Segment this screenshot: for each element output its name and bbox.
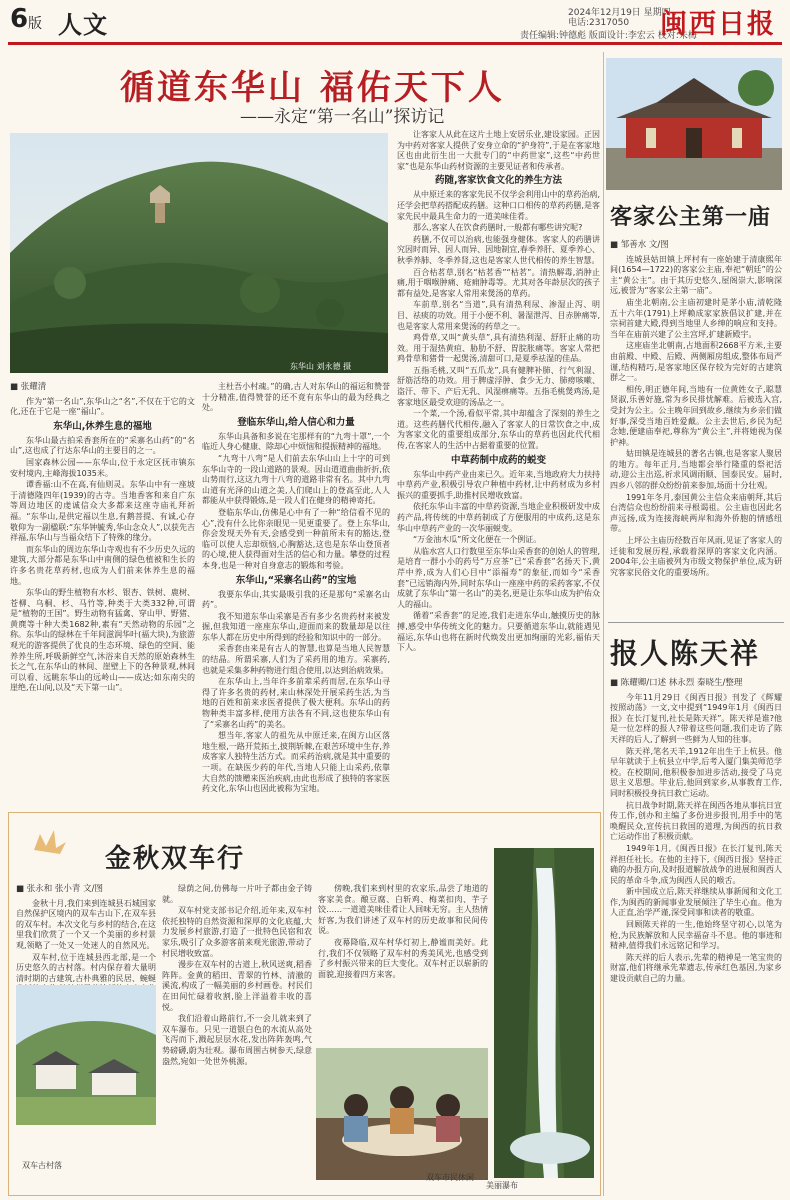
paragraph: 抗日战争时期,陈天祥在闽西各地从事抗日宣传工作,创办和主编了多份进步报刊,用手中的笔唤醒民众,宣传抗日救国的道理,为闽西的抗日救亡运动作出了积极贡献。 [610,800,782,842]
paragraph: 夜幕降临,双车村华灯初上,静谧而美好。此行,我们不仅领略了双车村的秀美风光,也感受到了乡村振兴带来的巨大变化。双车村正以崭新的面貌,迎接着四方来客。 [318,937,488,979]
column-divider [603,52,604,1196]
paragraph: 一个菜,一个汤,看似平常,其中却蕴含了深刻的养生之道。这些药膳代代相传,融入了客家人的日常饮食之中,成为客家文化的重要组成部分,东华山的草药也因此代代相传,在客家人的生活中占据着重要的位置。 [397,409,600,451]
temple-article-body [610,240,782,615]
paragraph: 依托东华山丰富的中草药资源,当地企业积极研发中成药产品,将传统的中草药制成了方便服用的中成药,这是东华山中草药产业的一次华丽蜕变。 [397,502,600,533]
paragraph: 陈天祥的后人表示,先辈的精神是一笔宝贵的财富,他们将继承先辈遗志,传承红色基因,为家乡建设贡献自己的力量。 [610,952,782,984]
issue-date: 2024年12月19日 星期四 [568,8,671,18]
paragraph: 我不知道东华山采寨是否有多少名贵药材来被发掘,但我知道一座座东华山,迎面而来的数量却是以往东华人都在历史中所得到的经验和知识中的一部分。 [202,611,390,642]
paragraph: 国家森林公园——东华山,位于永定区抚市镇东安村境内,主峰海拔1035米。 [10,457,195,478]
paragraph: 让客家人从此在这片土地上安居乐业,建设家园。正因为中药对客家人提供了安身立命的“护身符”,于是在客家地区也由此衍生出一大批专门的“中药世家”,这些“中药世家”也是东华山药材资源的主要见证者和传承者。 [397,130,600,171]
temple-byline: ■ 邹善水 文/图 [610,240,669,250]
mountain-photo [10,133,388,373]
right-column-divider [608,622,784,623]
section-title: 人文 [58,11,108,39]
paragraph: 作为“第一名山”,东华山之“名”,不仅在于它的文化,还在于它是一座“福山”。 [10,396,195,417]
diners-photo [316,1048,488,1180]
paragraph: 东华山最古拍采香套所在的“采寨名山药”的“名山”,这也成了行达东华山的主要目的之一。 [10,435,195,456]
paragraph: 药膳,不仅可以治病,也能强身健体。客家人的药膳讲究因时而异、因人而异、因地制宜,春季养肝、夏季养心、秋季养肺、冬季养肾,这也是客家人世代相传的养生智慧。 [397,234,600,265]
paragraph: 新中国成立后,陈天祥继续从事新闻和文化工作,为闽西的新闻事业发展倾注了毕生心血。他为人正直,治学严谨,深受同事和读者的敬重。 [610,887,782,918]
temple-article-title: 客家公主第一庙 [610,204,772,230]
paragraph: 谭香福:山不在高,有仙则灵。东华山中有一座坡于清德隆四年(1939)的古寺。当地香客和来自广东等周边地区的虔诚信众大多都来这座寺庙礼拜祈福。“东华山,是供定福以生息,有鹅菩提、有诚,心存敬仰为一副楹联:“东华钟毓秀,华山念众人”,以获先吉祥福,东华山与当福众结下了特殊的缘分。 [10,480,195,543]
paragraph: 姑田镇是连城县的著名古镇,也是客家人聚居的地方。每年正月,当地都会举行隆重的祭祀活动,迎公主出巡,祈求风调雨顺、国泰民安。届时,四乡八邻的群众纷纷前来参加,场面十分壮观。 [610,449,782,491]
paragraph: 傍晚,我们来到村里的农家乐,品尝了地道的客家美食。酿豆腐、白斩鸡、梅菜扣肉、芋子饺……一道道美味佳肴让人回味无穷。主人热情好客,为我们讲述了双车村的历史故事和民间传说。 [318,884,488,936]
autumn-byline: ■ 张永和 张小青 文/图 [16,884,104,894]
main-headline: 循道东华山 福佑天下人 [120,68,505,108]
main-article-col-2 [202,382,390,807]
paragraph: 采香套由来是有古人的智慧,也算是当地人民智慧的结晶。所谓采寨,人们为了采药用的地方。采寨药,也就是采集多种药物进行组合使用,以达到治病效果。 [202,644,390,675]
masthead [0,0,790,44]
paragraph: 车前草,别名“当道”,具有清热利尿、渗湿止泻、明目、祛痰的功效。用于小便不利、暑湿泄泻、目赤肿痛等,也是客家人常用来煲汤的药草之一。 [397,300,600,331]
paragraph: 1949年1月,《闽西日报》在长汀复刊,陈天祥担任社长。在他的主持下,《闽西日报》坚持正确的办报方向,及时报道解放战争的进展和闽西人民的革命斗争,成为闽西人民的喉舌。 [610,843,782,885]
section-heading: 登临东华山,给人信心和力量 [237,416,355,428]
paragraph: 庙坐北朝南,公主庙初建时是茅小庙,清乾隆五十六年(1791)上坪赖成家家族倡议扩建,并在宗祠首建大殿,得到当地里人乡绅的响应和支持。当年在庙前兴建了公主宫坪,扩建新殿宇。 [610,297,782,339]
paragraph: 百合枯茗草,别名“枯茗香”“枯茗”。清热解毒,消肿止痛,用于咽喉肿痛、疮痈肿毒等。尤其对各年龄层次的孩子都有益处,是客家人常用来煲汤的草药。 [397,267,600,298]
paragraph: 鸡骨草,又叫“黄头草”,具有清热利湿、舒肝止痛的功效。用于湿热黄疸、胁肋不舒、胃脘胀痛等。客家人常把鸡骨草和猪骨一起煲汤,清甜可口,是夏季祛湿的佳品。 [397,333,600,364]
main-article-col-1 [10,382,195,807]
autumn-article-title: 金秋双车行 [105,844,246,874]
village-photo-caption: 双车古村落 [22,1161,62,1170]
diners-photo-caption: 双车市民休闲 [426,1173,474,1182]
paragraph: 那么,客家人在饮食药膳时,一般都有哪些讲究呢? [413,223,583,233]
paragraph: 登临东华山,仿佛是心中有了一种“给信看不见的心”,没有什么比你亲眼见一见更重要了。登上东华山,你会发现天外有天,会感受到一种前所未有的豁达,登临可以使人忘却烦恼,心胸豁达,这也是东华山登顶者的心境,使人获得面对生活的信心和力量。攀登的过程本身,也是一种对自身意志的锻炼和考验。 [202,507,390,570]
paragraph: “九弯十八弯”是人们前去东华山山上十字的可到东华山寺的一段山道路的景观。因山道道曲曲折折,依山势而行,这这九弯十八弯的道路非常有名。其中九弯山道有光泽的山道之美,人们爬山上的登高至此,人人都能从中获得锻炼,是一段人们在健身的精神寄托。 [202,453,390,506]
paragraph: 今年11月29日《闽西日报》刊发了《辉耀按照动荡》一文,文中提到“1949年1月《闽西日报》在长汀复刊,社长是陈天祥”。陈天祥是谁?他是一位怎样的报人?带着这些问题,我们走访了陈天祥的后人,了解到一些鲜为人知的往事。 [610,692,782,744]
main-byline: ■ 张耀清 [10,382,47,392]
issue-tel: 电话:2317050 [568,18,630,28]
edition-label: 版 [28,16,42,32]
mountain-photo-caption: 东华山 刘永德 摄 [290,362,352,371]
paragraph: 绿荫之间,仿佛每一片叶子都由金子铸就。 [162,884,312,904]
waterfall-photo [494,848,594,1178]
autumn-article-col-1 [16,884,156,983]
paragraph: 东华山中药产业由来已久。近年来,当地政府大力扶持中草药产业,积极引导农户种植中药材,让中药材成为乡村振兴的重要抓手,助推村民增收致富。 [397,469,600,500]
section-heading: 东华山,“采寨名山药”的宝地 [235,574,357,586]
village-photo [16,985,156,1125]
paragraph: 双车村,位于连城县西北部,是一个历史悠久的古村落。村内保存着大量明清时期的古建筑,古朴典雅的民居、蜿蜒 [16,952,156,983]
paragraph: 从临水宫人口行数里至东华山采香套的创始人的管理,是培育一群小小的药号“万应茶”已“采香套”名扬天下,黄芹中养,成为人们心目中“添福寿”的象征,而如今“采香套”已远销海内外,同时东华山一座座中药的采药客家,不仅成就了东华山“第一名山”的美名,更是让东华山成为护佑众人的福山。 [397,546,600,609]
main-subheadline: ——永定“第一名山”探访记 [240,107,445,127]
reporter-byline: ■ 陈耀卿/口述 林永烈 秦晓生/整理 [610,678,743,688]
paragraph: 这座庙坐北朝南,占地面积2668平方米,主要由前殿、中殿、后殿、两侧厢房组成,整体布局严谨,结构精巧,是客家地区保存较为完好的古建筑群之一。 [610,341,782,383]
edition-number: 6 [10,4,29,34]
paragraph: 金秋十月,我们来到连城县石城国家自然保护区境内的双车古山下,在双车县的双车村。本次文化与乡村的结合,在这里我们欣赏了一个又一个美丽的乡村景观,领略了一处又一处迷人的自然风光。 [16,898,156,950]
paragraph: 相传,明正德年间,当地有一位黄姓女子,聪慧贤淑,乐善好施,常为乡民排忧解难。后被选入宫,受封为公主。公主晚年回到故乡,继续为乡亲们做好事,深受当地百姓爱戴。公主去世后,乡民为纪念她,便建庙奉祀,尊称为“黄公主”,并将她视为保护神。 [610,384,782,447]
paragraph: 我要东华山,其实最吸引我的还是那句“采寨名山药”。 [202,589,390,610]
paragraph: 陈天祥,笔名天羊,1912年出生于上杭县。他早年就读于上杭县立中学,后考入厦门集美师范学校。在校期间,他积极参加进步活动,接受了马克思主义思想。毕业后,他回到家乡,从事教育工作,同时积极投身抗日救亡运动。 [610,746,782,798]
section-heading: 东华山,休养生息的福地 [53,420,152,432]
paragraph: 1991年冬月,泰国黄公主信众来庙朝拜,其后台湾信众也纷纷前来寻根谒祖。公主庙也因此名声远扬,成为连接海峡两岸和海外侨胞的情感纽带。 [610,492,782,534]
autumn-article-col-2 [162,884,312,1184]
paragraph: 上坪公主庙历经数百年风雨,见证了客家人的迁徙和发展历程,承载着深厚的客家文化内涵。2004年,公主庙被列为市级文物保护单位,成为研究客家民俗文化的重要场所。 [610,536,782,577]
paragraph: 主杜吾小村魂。”的确,古人对东华山的福运和赞誉十分精准,值得赞誉的还不竟有东华山的最为经典之处。 [202,382,390,413]
editor-credits: 责任编辑:钟德彪 版面设计:李宏云 校对:朱梅 [520,31,697,41]
paragraph: “万金油木瓜”所文化便在一个例证。 [413,535,542,545]
paragraph: 连城县姑田镇上坪村有一座始建于清康熙年间(1654—1722)的客家公主庙,奉祀“朝廷”的公主“黄公主”。由于其历史悠久,屋阁崇大,影响深远,被誉为“客家公主第一庙”。 [610,254,782,296]
paragraph: 漫步在双车村的古道上,秋风送爽,稻香阵阵。金黄的稻田、青翠的竹林、清澈的溪流,构成了一幅美丽的乡村画卷。村民们在田间忙碌着收割,脸上洋溢着丰收的喜悦。 [162,960,312,1012]
paragraph: 我们沿着山路前行,不一会儿就来到了双车瀑布。只见一道银白色的水流从高处飞泻而下,溅起层层水花,发出阵阵轰鸣,气势磅礴,蔚为壮观。瀑布周围古树参天,绿意盎然,宛如一处世外桃源。 [162,1014,312,1066]
section-heading: 中草药制中成药的蜕变 [450,454,546,466]
paragraph: 双车村党支部书记介绍,近年来,双车村依托独特的自然资源和深厚的文化底蕴,大力发展乡村旅游,打造了一批特色民宿和农家乐,吸引了众多游客前来观光旅游,带动了村民增收致富。 [162,906,312,958]
autumn-article-col-3 [318,884,488,1042]
newspaper-logo: 闽西日报 [660,9,776,40]
paragraph: 东华山的野生植物有水杉、银杏、铁树、鹿树、苍柳、乌桐、杉、马竹等,种类于大类332种,可谓是“植物的王国”。野生动物有猛禽、穿山甲、野猪、黄麂等十种大类1682种,素有“天然动物的乐园”之称。东华山的绿林在千年间滋润华叶(福大块),为旅游观光的游客提供了优良的生态环境、绿色的空间、能养养生所,呼吸新鲜空气,沐浴来自天然的原始森林生长之气,在东华山的林间、崖壁上下的各种景观,林间可以看、远眺东华山的远岭山——成达;如东南尖的崖绝,在山间,以及“天下第一山”。 [10,588,195,693]
main-article-col-3 [397,130,600,807]
waterfall-photo-caption: 美丽瀑布 [486,1181,518,1190]
reporter-article-title: 报人陈天祥 [610,637,761,670]
paragraph: 在东华山上,当年许多前辈采药而居,在东华山寻得了许多名贵的药材,来山林深处开展采药生活,为当地的百姓和前来求医者提供了极大便利。东华山的药物种类丰富多样,使用方法各有不同,这也使东华山有了“采寨名山药”的美名。 [202,677,390,729]
temple-photo [606,58,782,190]
paragraph: 循着“采香套”的足迹,我们走进东华山,触摸历史的脉搏,感受中华传统文化的魅力。只要循道东华山,就能遇见福运,东华山也将在新时代焕发出更加绚丽的光彩,福佑天下人。 [397,611,600,653]
paragraph: 想当年,客家人的祖先从中原迁来,在闽方山区落地生根,一路开荒拓土,披荆斩棘,在艰苦环境中生存,养成客家人独特生活方式。而采药治病,就是其中重要的一项。在缺医少药的年代,当地人只能上山采药,依靠大自然的馈赠来医治疾病,由此也形成了独特的客家医药文化,东华山也因此被称为宝地。 [202,731,390,794]
paragraph: 五指毛桃,又叫“五爪龙”,具有健脾补肺、行气利湿、舒筋活络的功效。用于脾虚浮肿、食少无力、肺痨咳嗽、盗汗、带下、产后无乳、风湿痹痛等。五指毛桃煲鸡汤,是客家地区最受欢迎的汤品之一。 [397,365,600,407]
section-heading: 药随,客家饮食文化的养生方法 [434,175,563,187]
paragraph: 从中原迁来的客家先民不仅学会利用山中的草药治病,还学会把草药搭配成药膳。这种口口相传的草药药膳,是客家先民中最具生命力的一道美味佳肴。 [397,190,600,221]
reporter-article-body [610,678,782,1194]
paragraph: 而东华山的周边东华山寺观也有不少历史久远的建筑,大部分都是东华山中南侧的绿色植被和生长的许多名贵花草药材,也成为人们前来休养生息的福地。 [10,544,195,586]
header-rule [8,42,782,45]
paragraph: 东华山具备和多说在宅那样有的“九弯十罩”,一个临近人身心健康、除却心中烦恼和提振精神的福地。 [202,431,390,452]
paragraph: 回顾陈天祥的一生,他始终坚守初心,以笔为枪,为民族解放和人民幸福奋斗不息。他的事迹和精神,值得我们永远铭记和学习。 [610,920,782,951]
